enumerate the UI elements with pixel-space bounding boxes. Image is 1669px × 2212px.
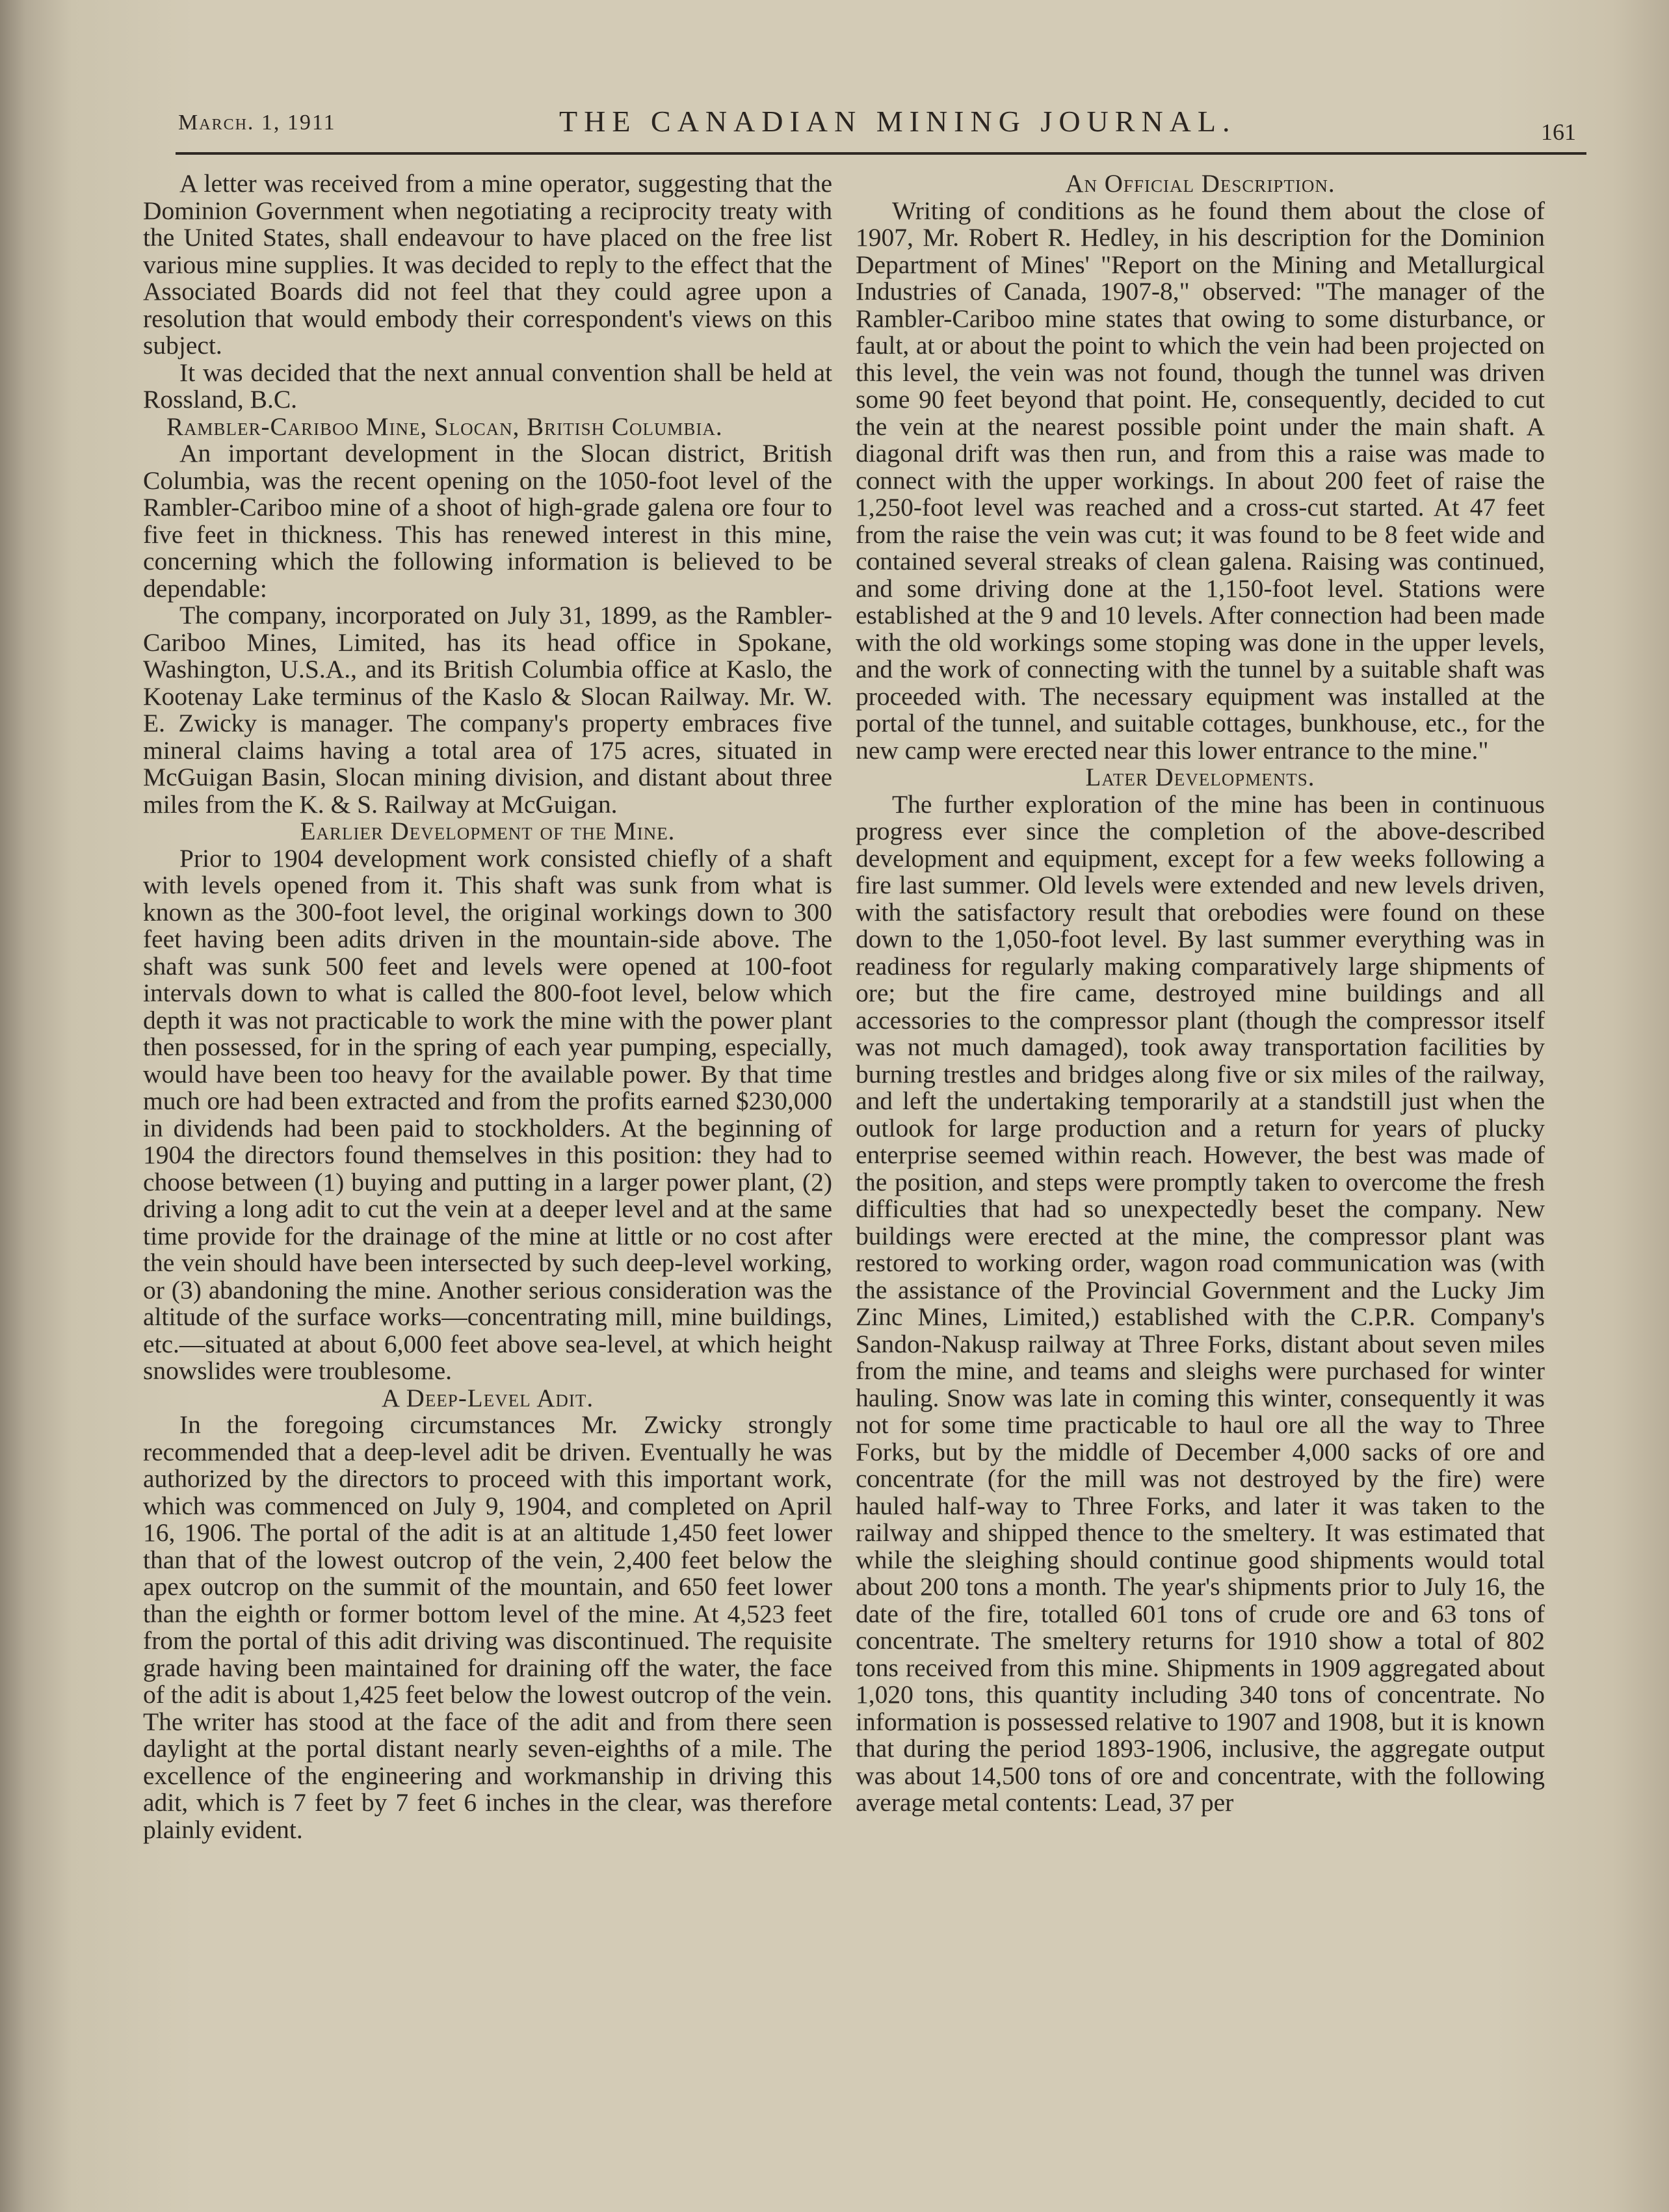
section-heading: Earlier Development of the Mine. bbox=[300, 817, 676, 845]
page-header bbox=[176, 98, 1586, 156]
paragraph: Writing of conditions as he found them about the close of 1907, Mr. Robert R. Hedley, in his description for the Dominion Department of Mines' "Report on the Mining and Metallurgical Industries of Canada, 1907-8," observed: "The manager of the Rambler-Cariboo mine states that owing to some disturbance, or fault, at or about the point to which the vein had been projected on this level, the vein was not found, though the tunnel was driven some 90 feet beyond that point. He, consequently, decided to cut the vein at the nearest possible point under the main shaft. A diagonal drift was then run, and from this a raise was made to connect with the upper workings. In about 200 feet of raise the 1,250-foot level was reached and a cross-cut started. At 47 feet from the raise the vein was cut; it was found to be 8 feet wide and contained several streaks of clean galena. Raising was continued, and some driving done at the 1,150-foot level. Stations were established at the 9 and 10 levels. After connection had been made with the old workings some stoping was done in the upper levels, and the work of connecting with the tunnel by a suitable shaft was proceeded with. The necessary equipment was installed at the portal of the tunnel, and suitable cottages, bunkhouse, etc., for the new camp were erected near this lower entrance to the mine." bbox=[856, 196, 1545, 765]
journal-title: THE CANADIAN MINING JOURNAL. bbox=[559, 105, 1237, 138]
paragraph: A letter was received from a mine operator, suggesting that the Dominion Government when negotiating a reciprocity treaty with the United States, shall endeavour to have placed on the free list various mine supplies. It was decided to reply to the effect that the Associated Boards did not feel that they could agree upon a resolution that would embody their correspondent's views on this subject. bbox=[143, 169, 832, 360]
paragraph: Prior to 1904 development work consisted chiefly of a shaft with levels opened from it. This shaft was sunk from what is known as the 300-foot level, the original workings down to 300 feet having been adits driven in the mountain-side above. The shaft was sunk 500 feet and levels were opened at 100-foot intervals down to what is called the 800-foot level, below which depth it was not practicable to work the mine with the power plant then possessed, for in the spring of each year pumping, especially, would have been too heavy for the available power. By that time much ore had been extracted and from the profits earned $230,000 in dividends had been paid to stockholders. At the beginning of 1904 the directors found themselves in this position: they had to choose between (1) buying and putting in a larger power plant, (2) driving a long adit to cut the vein at a deeper level and at the same time provide for the drainage of the mine at little or no cost after the vein should have been intersected by such deep-level working, or (3) abandoning the mine. Another serious consideration was the altitude of the surface works—concentrating mill, mine buildings, etc.—situated at about 6,000 feet above sea-level, at which height snowslides were troublesome. bbox=[143, 843, 832, 1385]
section-heading: Rambler-Cariboo Mine, Slocan, British Columbia. bbox=[166, 412, 723, 441]
right-column bbox=[856, 170, 1545, 1817]
paragraph: It was decided that the next annual convention shall be held at Rossland, B.C. bbox=[143, 358, 832, 414]
section-heading: Later Developments. bbox=[1085, 763, 1315, 791]
paragraph: The further exploration of the mine has been in continuous progress ever since the completion of the above-described development and equipment, except for a few weeks following a fire last summer. Old levels were extended and new levels driven, with the satisfactory result that orebodies were found on these down to the 1,050-foot level. By last summer everything was in readiness for regularly making comparatively large shipments of ore; but the fire came, destroyed mine buildings and all accessories to the compressor plant (though the compressor itself was not much damaged), took away transportation facilities by burning trestles and bridges along five or six miles of the railway, and left the undertaking temporarily at a standstill just when the outlook for large production and a return for years of plucky enterprise seemed within reach. However, the best was made of the position, and steps were promptly taken to overcome the fresh difficulties that had so unexpectedly beset the company. New buildings were erected at the mine, the compressor plant was restored to working order, wagon road communication was (with the assistance of the Provincial Government and the Lucky Jim Zinc Mines, Limited,) established with the C.P.R. Company's Sandon-Nakusp railway at Three Forks, distant about seven miles from the mine, and teams and sleighs were purchased for winter hauling. Snow was late in coming this winter, consequently it was not for some time practicable to haul ore all the way to Three Forks, but by the middle of December 4,000 sacks of ore and concentrate (for the mill was not destroyed by the fire) were hauled half-way to Three Forks, and later it was taken to the railway and shipped thence to the smeltery. It was estimated that while the sleighing should continue good shipments would total about 200 tons a month. The year's shipments prior to July 16, the date of the fire, totalled 601 tons of crude ore and 63 tons of concentrate. The smeltery returns for 1910 show a total of 802 tons received from this mine. Shipments in 1909 aggregated about 1,020 tons, this quantity including 340 tons of concentrate. No information is possessed relative to 1907 and 1908, but it is known that during the period 1893-1906, inclusive, the aggregate output was about 14,500 tons of ore and concentrate, with the following average metal contents: Lead, 37 per bbox=[856, 789, 1545, 1817]
section-heading: An Official Description. bbox=[1065, 170, 1335, 198]
section-heading: A Deep-Level Adit. bbox=[381, 1384, 594, 1412]
paragraph: An important development in the Slocan district, British Columbia, was the recent opening on the 1050-foot level of the Rambler-Cariboo mine of a shoot of high-grade galena ore four to five feet in thickness. This has renewed interest in this mine, concerning which the following information is believed to be dependable: bbox=[143, 439, 832, 603]
paragraph: The company, incorporated on July 31, 1899, as the Rambler-Cariboo Mines, Limited, has its head office in Spokane, Washington, U.S.A., and its British Columbia office at Kaslo, the Kootenay Lake terminus of the Kaslo & Slocan Railway. Mr. W. E. Zwicky is manager. The company's property embraces five mineral claims having a total area of 175 acres, situated in McGuigan Basin, Slocan mining division, and distant about three miles from the K. & S. Railway at McGuigan. bbox=[143, 601, 832, 819]
header-rule bbox=[176, 152, 1586, 155]
issue-date: March. 1, 1911 bbox=[178, 111, 336, 135]
page-number: 161 bbox=[1541, 119, 1576, 145]
paragraph: In the foregoing circumstances Mr. Zwicky strongly recommended that a deep-level adit be driven. Eventually he was authorized by the directors to proceed with this important work, which was commenced on July 9, 1904, and completed on April 16, 1906. The portal of the adit is at an altitude 1,450 feet lower than that of the lowest outcrop of the vein, 2,400 feet below the apex outcrop on the summit of the mountain, and 650 feet lower than the eighth or former bottom level of the mine. At 4,523 feet from the portal of this adit driving was discontinued. The requisite grade having been maintained for draining off the water, the face of the adit is about 1,425 feet below the lowest outcrop of the vein. The writer has stood at the face of the adit and from there seen daylight at the portal distant nearly seven-eighths of a mile. The excellence of the engineering and workmanship in driving this adit, which is 7 feet by 7 feet 6 inches in the clear, was therefore plainly evident. bbox=[143, 1410, 832, 1844]
left-column bbox=[143, 170, 832, 1843]
